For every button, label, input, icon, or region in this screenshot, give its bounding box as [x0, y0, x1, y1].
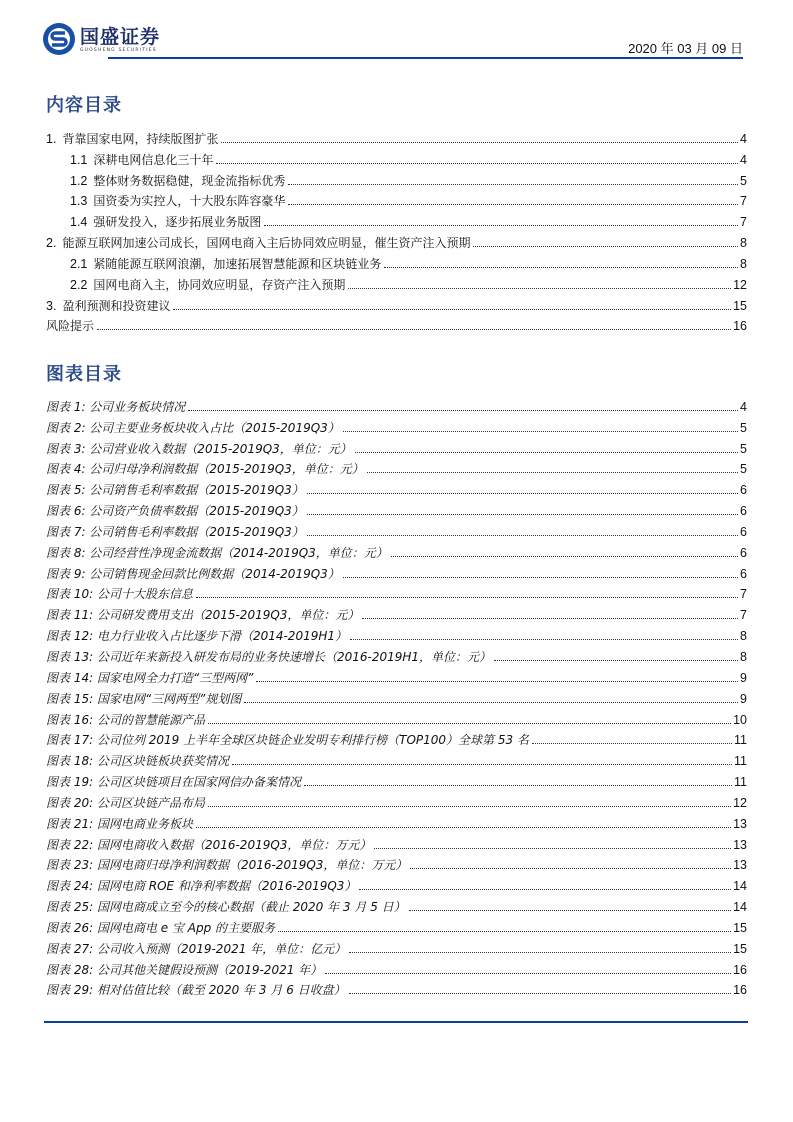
figure-entry-page: 6: [740, 483, 747, 498]
toc-entry[interactable]: [46, 271, 747, 292]
figure-entry-page: 4: [740, 399, 747, 414]
logo-icon: [42, 22, 76, 56]
figure-entry-label: 图表 18: 公司区块链板块获奖情况: [46, 754, 229, 769]
toc-entry[interactable]: [46, 125, 747, 146]
dot-leader: [374, 848, 731, 849]
toc-entry-number: 2.2: [70, 277, 88, 292]
toc-entry-title: 盈利预测和投资建议: [62, 298, 171, 313]
dot-leader: [355, 452, 738, 453]
figure-entry[interactable]: [46, 768, 747, 789]
figure-entry[interactable]: [46, 622, 747, 643]
dot-leader: [288, 204, 738, 205]
dot-leader: [532, 743, 732, 744]
toc-entry-label: [46, 299, 170, 313]
toc-entry-title: 风险提示: [46, 319, 95, 334]
figure-entry-label: 图表 2: 公司主要业务板块收入占比（2015-2019Q3）: [46, 420, 340, 435]
figure-entry-label: 图表 12: 电力行业收入占比逐步下滑（2014-2019H1）: [46, 629, 348, 644]
figure-entry-label: 图表 1: 公司业务板块情况: [46, 399, 186, 414]
figure-entry-page: 15: [733, 941, 747, 956]
logo-chinese-name: 国盛证券: [80, 25, 161, 48]
figure-entry-page: 10: [733, 712, 747, 727]
figure-entry-page: 13: [733, 816, 747, 831]
figure-entry[interactable]: [46, 601, 747, 622]
toc-entry-label: [46, 153, 213, 167]
dot-leader: [494, 660, 738, 661]
figure-entry[interactable]: [46, 497, 747, 518]
figure-entry[interactable]: [46, 643, 747, 664]
dot-leader: [307, 493, 738, 494]
figure-entry-page: 9: [740, 670, 747, 685]
dot-leader: [325, 973, 731, 974]
dot-leader: [173, 309, 731, 310]
toc-entry-label: [46, 278, 345, 292]
figure-entry-page: 16: [733, 983, 747, 998]
figure-entry[interactable]: [46, 935, 747, 956]
dot-leader: [409, 910, 731, 911]
figure-entry[interactable]: [46, 685, 747, 706]
dot-leader: [367, 472, 738, 473]
toc-entry-number: 1.1: [70, 152, 88, 167]
figure-entry-label: 图表 7: 公司销售毛利率数据（2015-2019Q3）: [46, 524, 304, 539]
figure-entry[interactable]: [46, 747, 747, 768]
figure-entry[interactable]: [46, 831, 747, 852]
logo-english-name: GUOSHENG SECURITIES: [80, 47, 157, 53]
toc-entry-page: 16: [733, 319, 747, 334]
toc-list: [46, 125, 747, 333]
figure-entry-label: 图表 27: 公司收入预测（2019-2021 年，单位：亿元）: [46, 941, 347, 956]
dot-leader: [348, 288, 731, 289]
figure-entry[interactable]: [46, 810, 747, 831]
toc-entry-page: 7: [740, 215, 747, 230]
figure-entry-page: 8: [740, 629, 747, 644]
toc-entry[interactable]: [46, 313, 747, 334]
figure-entry-label: 图表 24: 国网电商 ROE 和净利率数据（2016-2019Q3）: [46, 879, 357, 894]
figure-entry-page: 14: [733, 879, 747, 894]
company-logo: [42, 22, 160, 56]
figure-entry[interactable]: [46, 664, 747, 685]
figure-entry-label: 图表 22: 国网电商收入数据（2016-2019Q3，单位：万元）: [46, 837, 372, 852]
figure-entry[interactable]: [46, 539, 747, 560]
figure-entry-page: 6: [740, 545, 747, 560]
figure-entry-page: 11: [734, 775, 747, 790]
toc-entry-page: 5: [740, 173, 747, 188]
figure-entry[interactable]: [46, 727, 747, 748]
toc-entry-number: 2.: [46, 236, 57, 251]
dot-leader: [307, 535, 738, 536]
toc-entry-title: 背靠国家电网，持续版图扩张: [62, 131, 219, 146]
toc-entry[interactable]: [46, 146, 747, 167]
dot-leader: [410, 868, 731, 869]
figure-entry[interactable]: [46, 476, 747, 497]
dot-leader: [232, 764, 732, 765]
figure-entry-page: 5: [740, 441, 747, 456]
toc-entry-title: 整体财务数据稳健，现金流指标优秀: [93, 173, 286, 188]
toc-entry-number: 2.1: [70, 256, 88, 271]
toc-entry-page: 8: [740, 256, 747, 271]
figure-entry[interactable]: [46, 852, 747, 873]
figure-entry[interactable]: [46, 518, 747, 539]
figure-entry[interactable]: [46, 789, 747, 810]
figure-entry-label: 图表 25: 国网电商成立至今的核心数据（截止 2020 年 3 月 5 日）: [46, 900, 406, 915]
figure-entry-page: 7: [740, 608, 747, 623]
toc-entry-title: 能源互联网加速公司成长，国网电商入主后协同效应明显，催生资产注入预期: [62, 236, 471, 251]
figure-entry[interactable]: [46, 393, 747, 414]
toc-entry-page: 4: [740, 131, 747, 146]
figure-entry-page: 15: [733, 920, 747, 935]
figure-entry[interactable]: [46, 893, 747, 914]
dot-leader: [384, 267, 738, 268]
figure-entry-page: 6: [740, 524, 747, 539]
toc-entry-number: 1.4: [70, 215, 88, 230]
dot-leader: [216, 163, 738, 164]
figure-entry-label: 图表 10: 公司十大股东信息: [46, 587, 193, 602]
toc-entry-page: 7: [740, 194, 747, 209]
figure-entry-page: 7: [740, 587, 747, 602]
toc-entry[interactable]: [46, 229, 747, 250]
toc-entry-label: [46, 236, 470, 250]
toc-entry-number: 3.: [46, 298, 57, 313]
figure-entry-page: 13: [733, 837, 747, 852]
dot-leader: [350, 639, 738, 640]
figure-entry-label: 图表 8: 公司经营性净现金流数据（2014-2019Q3，单位：元）: [46, 545, 388, 560]
dot-leader: [208, 723, 731, 724]
figure-entry[interactable]: [46, 435, 747, 456]
dot-leader: [473, 246, 738, 247]
figure-entry-page: 5: [740, 420, 747, 435]
figures-heading: 图表目录: [46, 364, 122, 385]
figure-entry-page: 9: [740, 691, 747, 706]
figure-entry[interactable]: [46, 560, 747, 581]
toc-entry[interactable]: [46, 250, 747, 271]
dot-leader: [359, 889, 731, 890]
toc-entry-label: [46, 174, 285, 188]
dot-leader: [208, 806, 731, 807]
dot-leader: [278, 931, 731, 932]
figure-entry[interactable]: [46, 706, 747, 727]
toc-entry-label: [46, 132, 218, 146]
footer-divider: [44, 1021, 748, 1023]
dot-leader: [97, 329, 731, 330]
toc-entry-title: 国网电商入主，协同效应明显，存资产注入预期: [93, 277, 346, 292]
figure-entry-page: 11: [734, 733, 747, 748]
figure-entry-label: 图表 6: 公司资产负债率数据（2015-2019Q3）: [46, 504, 304, 519]
figure-entry-label: 图表 17: 公司位列 2019 上半年全球区块链企业发明专利排行榜（TOP100）全球第 53 名: [46, 733, 529, 748]
figure-entry-label: 图表 5: 公司销售毛利率数据（2015-2019Q3）: [46, 483, 304, 498]
toc-entry-page: 4: [740, 152, 747, 167]
figure-entry[interactable]: [46, 414, 747, 435]
figure-entry-label: 图表 9: 公司销售现金回款比例数据（2014-2019Q3）: [46, 566, 340, 581]
dot-leader: [221, 142, 738, 143]
figure-entry-label: 图表 28: 公司其他关键假设预测（2019-2021 年）: [46, 962, 323, 977]
toc-entry-title: 国资委为实控人，十大股东阵容豪华: [93, 194, 286, 209]
dot-leader: [288, 184, 738, 185]
toc-entry[interactable]: [46, 167, 747, 188]
toc-heading: 内容目录: [46, 95, 122, 116]
figure-entry-label: 图表 29: 相对估值比较（截至 2020 年 3 月 6 日收盘）: [46, 983, 346, 998]
figure-entry-label: 图表 13: 公司近年来新投入研发布局的业务快速增长（2016-2019H1，单位：元）: [46, 649, 492, 664]
figure-entry-page: 6: [740, 566, 747, 581]
toc-entry-number: 1.2: [70, 173, 88, 188]
figure-entry[interactable]: [46, 456, 747, 477]
dot-leader: [343, 577, 738, 578]
figure-entry-label: 图表 21: 国网电商业务板块: [46, 816, 193, 831]
header-divider: [108, 57, 743, 59]
toc-entry[interactable]: [46, 292, 747, 313]
figure-entry-label: 图表 14: 国家电网全力打造“三型两网”: [46, 670, 254, 685]
figure-entry-page: 8: [740, 649, 747, 664]
toc-entry-title: 强研发投入，逐步拓展业务版图: [93, 215, 262, 230]
figure-entry-label: 图表 16: 公司的智慧能源产品: [46, 712, 205, 727]
figure-entry-page: 14: [733, 900, 747, 915]
figure-entry[interactable]: [46, 956, 747, 977]
toc-entry[interactable]: [46, 208, 747, 229]
figure-entry-label: 图表 26: 国网电商电 e 宝 App 的主要服务: [46, 920, 276, 935]
dot-leader: [256, 681, 738, 682]
figure-entry-page: 6: [740, 504, 747, 519]
dot-leader: [244, 702, 738, 703]
toc-entry[interactable]: [46, 188, 747, 209]
toc-entry-page: 15: [733, 298, 747, 313]
figure-entry-page: 5: [740, 462, 747, 477]
dot-leader: [391, 556, 738, 557]
dot-leader: [307, 514, 738, 515]
figures-list: [46, 393, 747, 997]
figure-entry[interactable]: [46, 977, 747, 998]
figure-entry[interactable]: [46, 581, 747, 602]
dot-leader: [349, 952, 731, 953]
figure-entry-label: 图表 3: 公司营业收入数据（2015-2019Q3，单位：元）: [46, 441, 352, 456]
toc-entry-page: 8: [740, 236, 747, 251]
figure-entry-page: 16: [733, 962, 747, 977]
report-date: 2020 年 03 月 09 日: [628, 41, 743, 56]
figure-entry-label: 图表 20: 公司区块链产品布局: [46, 795, 205, 810]
toc-entry-number: 1.: [46, 131, 57, 146]
figure-entry-page: 11: [734, 754, 747, 769]
dot-leader: [304, 785, 732, 786]
figure-entry[interactable]: [46, 914, 747, 935]
figure-entry-label: 图表 15: 国家电网“三网两型”规划图: [46, 691, 242, 706]
figure-entry[interactable]: [46, 872, 747, 893]
figure-entry-label: 图表 11: 公司研发费用支出（2015-2019Q3，单位：元）: [46, 608, 360, 623]
dot-leader: [362, 618, 738, 619]
toc-entry-label: [46, 194, 285, 208]
dot-leader: [343, 431, 738, 432]
dot-leader: [196, 597, 738, 598]
toc-entry-label: [46, 257, 381, 271]
figure-entry-label: 图表 4: 公司归母净利润数据（2015-2019Q3，单位：元）: [46, 462, 364, 477]
toc-entry-label: [46, 215, 261, 229]
figure-entry-label: 图表 19: 公司区块链项目在国家网信办备案情况: [46, 775, 301, 790]
dot-leader: [196, 827, 731, 828]
toc-entry-label: [46, 319, 94, 333]
toc-entry-number: 1.3: [70, 194, 88, 209]
figure-entry-page: 12: [733, 795, 747, 810]
figure-entry-page: 13: [733, 858, 747, 873]
figure-entry-label: 图表 23: 国网电商归母净利润数据（2016-2019Q3，单位：万元）: [46, 858, 408, 873]
toc-entry-title: 深耕电网信息化三十年: [93, 152, 214, 167]
dot-leader: [264, 225, 738, 226]
toc-entry-page: 12: [733, 277, 747, 292]
dot-leader: [349, 993, 731, 994]
toc-entry-title: 紧随能源互联网浪潮，加速拓展智慧能源和区块链业务: [93, 256, 382, 271]
dot-leader: [188, 410, 738, 411]
